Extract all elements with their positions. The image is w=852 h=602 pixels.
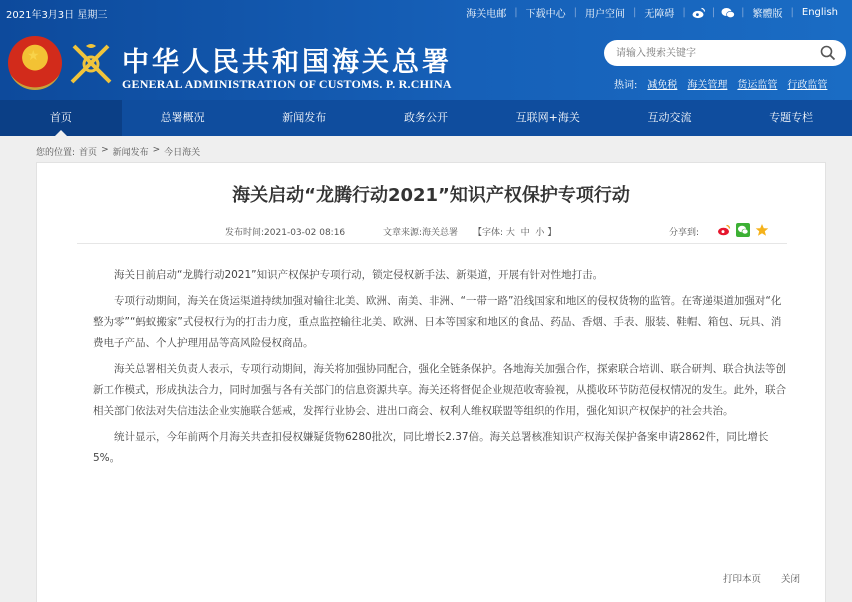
main-nav — [0, 100, 852, 136]
font-size-small[interactable]: 小 — [535, 228, 545, 238]
hot-term-link[interactable]: 货运监管 — [737, 80, 778, 91]
close-page-link[interactable]: 关闭 — [781, 574, 801, 585]
font-size-medium[interactable]: 中 — [520, 228, 530, 238]
site-header — [0, 0, 852, 100]
source-value: 海关总署 — [422, 228, 459, 238]
weibo-icon[interactable] — [692, 7, 706, 19]
search-input[interactable] — [616, 44, 816, 62]
divider: | — [514, 7, 518, 18]
publish-info — [225, 225, 345, 238]
article-paragraph: 海关日前启动“龙腾行动2021”知识产权保护专项行动，锁定侵权新手法、新渠道，开展有针对性地打击。 — [114, 269, 604, 281]
article-meta — [37, 223, 825, 239]
nav-item-special-topics[interactable]: 专题专栏 — [769, 111, 814, 124]
divider: | — [633, 7, 637, 18]
nav-item-internet-plus[interactable]: 互联网+海关 — [515, 111, 580, 124]
font-size-close-bracket: 】 — [547, 228, 557, 238]
article-paragraph: 专项行动期间，海关在货运渠道持续加强对输往北美、欧洲、南美、非洲、“一带一路”沿线国家和地区的侵权货物的监管。在寄递渠道加强对“化整为零”“蚂蚁搬家”式侵权行为的打击力度，重点监控输往北美、欧洲、日本等国家和地区的食品、药品、香烟、手表、服装、鞋帽、箱包、玩具、消费电子产品、个人护理用品等高风险侵权商品。 — [93, 295, 782, 349]
article-body — [93, 265, 787, 474]
font-size-control — [473, 225, 556, 238]
download-center-link[interactable]: 下载中心 — [525, 9, 566, 20]
share-label: 分享到: — [669, 228, 700, 238]
user-space-link[interactable]: 用户空间 — [585, 9, 626, 20]
breadcrumb-separator: > — [152, 145, 161, 155]
publish-label: 发布时间: — [225, 228, 265, 238]
breadcrumb-today[interactable]: 今日海关 — [164, 148, 201, 158]
print-page-link[interactable]: 打印本页 — [723, 574, 762, 585]
font-size-label: 【字体: — [473, 228, 504, 238]
breadcrumb-separator: > — [101, 145, 109, 155]
traditional-chinese-link[interactable]: 繁體版 — [752, 9, 783, 20]
breadcrumb-label: 您的位置: — [36, 148, 76, 158]
font-size-large[interactable]: 大 — [505, 228, 515, 238]
article-title: 海关启动“龙腾行动2021”知识产权保护专项行动 — [232, 185, 630, 206]
source-info — [383, 225, 458, 238]
divider: | — [573, 7, 578, 18]
nav-item-overview[interactable]: 总署概况 — [160, 111, 205, 124]
customs-email-link[interactable]: 海关电邮 — [466, 9, 507, 20]
breadcrumb — [36, 145, 204, 158]
publish-time: 2021-03-02 08:16 — [264, 228, 346, 238]
wechat-icon[interactable] — [721, 7, 735, 19]
article-paragraph: 统计显示，今年前两个月海关共查扣侵权嫌疑货物6280批次，同比增长2.37倍。海关总署核准知识产权海关保护备案申请2862件，同比增长5%。 — [93, 431, 769, 464]
breadcrumb-news[interactable]: 新闻发布 — [112, 148, 149, 158]
hot-term-link[interactable]: 海关管理 — [687, 80, 728, 91]
nav-item-news[interactable]: 新闻发布 — [282, 111, 327, 124]
divider: | — [741, 7, 745, 18]
site-title-en: GENERAL ADMINISTRATION OF CUSTOMS. P. R.CHINA — [122, 77, 452, 91]
article-paragraph: 海关总署相关负责人表示，专项行动期间，海关将加强协同配合，强化全链条保护。各地海关加强合作，探索联合培训、联合研判、联合执法等创新工作模式，形成执法合力，同时加强与各有关部门的信息资源共享。海关还将督促企业规范收寄验视，从揽收环节防范侵权情况的发生。此外，联合相关部门依法对失信违法企业实施联合惩戒，发挥行业协会、进出口商会、权利人维权联盟等组织的作用，强化知识产权保护的社会共治。 — [93, 363, 786, 417]
divider: | — [682, 7, 686, 18]
divider: | — [790, 7, 794, 18]
hot-term-link[interactable]: 减免税 — [647, 80, 678, 91]
current-date: 2021年3月3日 星期三 — [6, 10, 108, 21]
nav-item-government-affairs[interactable]: 政务公开 — [404, 111, 449, 124]
national-emblem-icon: ★ — [8, 36, 62, 90]
accessibility-link[interactable]: 无障碍 — [644, 9, 675, 20]
hot-terms-label: 热词: — [614, 80, 638, 91]
nav-item-interaction[interactable]: 互动交流 — [647, 111, 692, 124]
meta-divider — [77, 243, 787, 244]
weibo-icon[interactable] — [717, 223, 731, 237]
search-icon[interactable] — [820, 45, 836, 61]
article-actions — [703, 571, 800, 585]
hot-term-link[interactable]: 行政监管 — [787, 80, 828, 91]
english-link[interactable]: English — [801, 7, 838, 18]
source-label: 文章来源: — [383, 228, 423, 238]
hot-terms — [614, 76, 837, 91]
site-title-cn[interactable]: 中华人民共和国海关总署 — [122, 47, 452, 78]
article-panel — [36, 162, 826, 602]
star-icon[interactable] — [755, 223, 769, 237]
top-bar — [0, 0, 852, 26]
divider: | — [711, 7, 716, 18]
customs-emblem-icon — [66, 40, 116, 88]
top-links — [458, 5, 846, 20]
search-box — [604, 40, 846, 66]
nav-item-home[interactable]: 首页 — [0, 100, 122, 136]
wechat-icon[interactable] — [736, 223, 750, 237]
breadcrumb-home[interactable]: 首页 — [79, 148, 98, 158]
